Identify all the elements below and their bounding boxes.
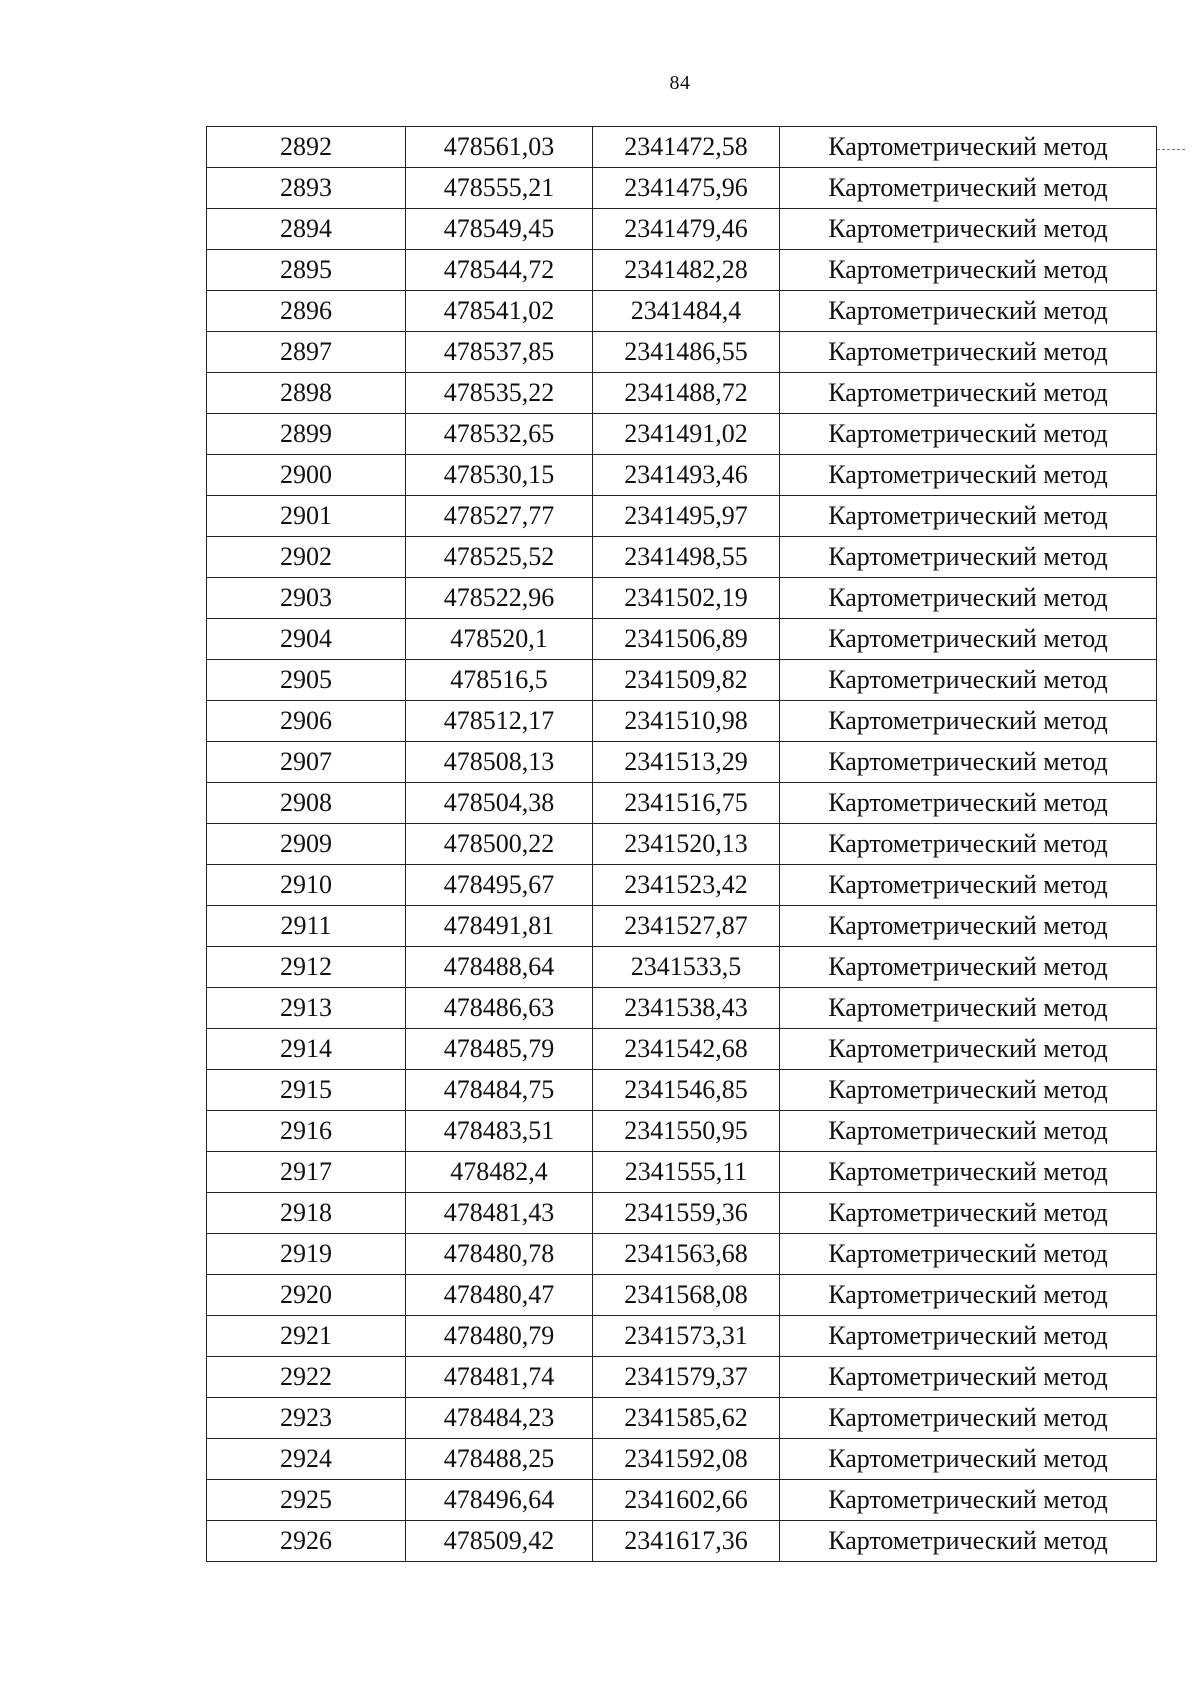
table-row	[207, 250, 1157, 291]
method-cell: Картометрический метод	[780, 291, 1157, 332]
method-cell: Картометрический метод	[780, 250, 1157, 291]
x-coordinate-cell: 478509,42	[406, 1521, 593, 1562]
table-row	[207, 619, 1157, 660]
table-row	[207, 1193, 1157, 1234]
point-number-cell: 2898	[207, 373, 406, 414]
point-number-cell: 2906	[207, 701, 406, 742]
table-row	[207, 1152, 1157, 1193]
table-row	[207, 824, 1157, 865]
point-number-cell: 2914	[207, 1029, 406, 1070]
page-number: 84	[669, 72, 691, 94]
method-cell: Картометрический метод	[780, 1029, 1157, 1070]
method-cell: Картометрический метод	[780, 701, 1157, 742]
point-number-cell: 2893	[207, 168, 406, 209]
method-cell: Картометрический метод	[780, 1316, 1157, 1357]
x-coordinate-cell: 478537,85	[406, 332, 593, 373]
method-cell: Картометрический метод	[780, 1480, 1157, 1521]
y-coordinate-cell: 2341493,46	[593, 455, 780, 496]
method-cell: Картометрический метод	[780, 414, 1157, 455]
y-coordinate-cell: 2341502,19	[593, 578, 780, 619]
point-number-cell: 2919	[207, 1234, 406, 1275]
table-row	[207, 414, 1157, 455]
y-coordinate-cell: 2341475,96	[593, 168, 780, 209]
point-number-cell: 2917	[207, 1152, 406, 1193]
x-coordinate-cell: 478495,67	[406, 865, 593, 906]
x-coordinate-cell: 478488,64	[406, 947, 593, 988]
point-number-cell: 2915	[207, 1070, 406, 1111]
table-row	[207, 1521, 1157, 1562]
point-number-cell: 2911	[207, 906, 406, 947]
table-row	[207, 1070, 1157, 1111]
x-coordinate-cell: 478491,81	[406, 906, 593, 947]
y-coordinate-cell: 2341488,72	[593, 373, 780, 414]
y-coordinate-cell: 2341538,43	[593, 988, 780, 1029]
point-number-cell: 2907	[207, 742, 406, 783]
method-cell: Картометрический метод	[780, 742, 1157, 783]
point-number-cell: 2903	[207, 578, 406, 619]
scan-edge-mark	[1157, 149, 1185, 150]
table-row	[207, 127, 1157, 168]
method-cell: Картометрический метод	[780, 824, 1157, 865]
point-number-cell: 2901	[207, 496, 406, 537]
y-coordinate-cell: 2341495,97	[593, 496, 780, 537]
x-coordinate-cell: 478500,22	[406, 824, 593, 865]
point-number-cell: 2910	[207, 865, 406, 906]
y-coordinate-cell: 2341513,29	[593, 742, 780, 783]
table-row	[207, 578, 1157, 619]
x-coordinate-cell: 478522,96	[406, 578, 593, 619]
y-coordinate-cell: 2341592,08	[593, 1439, 780, 1480]
x-coordinate-cell: 478530,15	[406, 455, 593, 496]
x-coordinate-cell: 478481,43	[406, 1193, 593, 1234]
method-cell: Картометрический метод	[780, 332, 1157, 373]
point-number-cell: 2913	[207, 988, 406, 1029]
x-coordinate-cell: 478555,21	[406, 168, 593, 209]
x-coordinate-cell: 478525,52	[406, 537, 593, 578]
y-coordinate-cell: 2341550,95	[593, 1111, 780, 1152]
method-cell: Картометрический метод	[780, 1275, 1157, 1316]
point-number-cell: 2924	[207, 1439, 406, 1480]
point-number-cell: 2909	[207, 824, 406, 865]
x-coordinate-cell: 478482,4	[406, 1152, 593, 1193]
y-coordinate-cell: 2341527,87	[593, 906, 780, 947]
point-number-cell: 2916	[207, 1111, 406, 1152]
x-coordinate-cell: 478527,77	[406, 496, 593, 537]
x-coordinate-cell: 478512,17	[406, 701, 593, 742]
point-number-cell: 2926	[207, 1521, 406, 1562]
table-row	[207, 906, 1157, 947]
point-number-cell: 2902	[207, 537, 406, 578]
x-coordinate-cell: 478496,64	[406, 1480, 593, 1521]
method-cell: Картометрический метод	[780, 1234, 1157, 1275]
point-number-cell: 2892	[207, 127, 406, 168]
method-cell: Картометрический метод	[780, 127, 1157, 168]
table-row	[207, 660, 1157, 701]
y-coordinate-cell: 2341602,66	[593, 1480, 780, 1521]
x-coordinate-cell: 478549,45	[406, 209, 593, 250]
method-cell: Картометрический метод	[780, 1439, 1157, 1480]
x-coordinate-cell: 478484,75	[406, 1070, 593, 1111]
method-cell: Картометрический метод	[780, 209, 1157, 250]
x-coordinate-cell: 478485,79	[406, 1029, 593, 1070]
x-coordinate-cell: 478541,02	[406, 291, 593, 332]
method-cell: Картометрический метод	[780, 373, 1157, 414]
x-coordinate-cell: 478480,47	[406, 1275, 593, 1316]
y-coordinate-cell: 2341472,58	[593, 127, 780, 168]
table-row	[207, 537, 1157, 578]
method-cell: Картометрический метод	[780, 1111, 1157, 1152]
y-coordinate-cell: 2341559,36	[593, 1193, 780, 1234]
method-cell: Картометрический метод	[780, 537, 1157, 578]
table-row	[207, 496, 1157, 537]
method-cell: Картометрический метод	[780, 1152, 1157, 1193]
x-coordinate-cell: 478516,5	[406, 660, 593, 701]
method-cell: Картометрический метод	[780, 168, 1157, 209]
point-number-cell: 2896	[207, 291, 406, 332]
method-cell: Картометрический метод	[780, 988, 1157, 1029]
y-coordinate-cell: 2341563,68	[593, 1234, 780, 1275]
table-row	[207, 1439, 1157, 1480]
x-coordinate-cell: 478480,79	[406, 1316, 593, 1357]
point-number-cell: 2899	[207, 414, 406, 455]
y-coordinate-cell: 2341484,4	[593, 291, 780, 332]
coordinates-table-body	[207, 127, 1157, 1562]
point-number-cell: 2894	[207, 209, 406, 250]
x-coordinate-cell: 478532,65	[406, 414, 593, 455]
point-number-cell: 2895	[207, 250, 406, 291]
method-cell: Картометрический метод	[780, 619, 1157, 660]
method-cell: Картометрический метод	[780, 1070, 1157, 1111]
point-number-cell: 2897	[207, 332, 406, 373]
point-number-cell: 2912	[207, 947, 406, 988]
x-coordinate-cell: 478481,74	[406, 1357, 593, 1398]
table-row	[207, 1357, 1157, 1398]
table-row	[207, 209, 1157, 250]
table-row	[207, 168, 1157, 209]
y-coordinate-cell: 2341491,02	[593, 414, 780, 455]
y-coordinate-cell: 2341509,82	[593, 660, 780, 701]
table-row	[207, 988, 1157, 1029]
point-number-cell: 2905	[207, 660, 406, 701]
x-coordinate-cell: 478504,38	[406, 783, 593, 824]
method-cell: Картометрический метод	[780, 865, 1157, 906]
x-coordinate-cell: 478484,23	[406, 1398, 593, 1439]
y-coordinate-cell: 2341542,68	[593, 1029, 780, 1070]
x-coordinate-cell: 478488,25	[406, 1439, 593, 1480]
x-coordinate-cell: 478480,78	[406, 1234, 593, 1275]
y-coordinate-cell: 2341546,85	[593, 1070, 780, 1111]
point-number-cell: 2922	[207, 1357, 406, 1398]
table-row	[207, 1480, 1157, 1521]
x-coordinate-cell: 478544,72	[406, 250, 593, 291]
y-coordinate-cell: 2341573,31	[593, 1316, 780, 1357]
point-number-cell: 2904	[207, 619, 406, 660]
x-coordinate-cell: 478561,03	[406, 127, 593, 168]
y-coordinate-cell: 2341506,89	[593, 619, 780, 660]
point-number-cell: 2900	[207, 455, 406, 496]
point-number-cell: 2920	[207, 1275, 406, 1316]
table-row	[207, 332, 1157, 373]
method-cell: Картометрический метод	[780, 1193, 1157, 1234]
table-row	[207, 783, 1157, 824]
method-cell: Картометрический метод	[780, 1357, 1157, 1398]
method-cell: Картометрический метод	[780, 906, 1157, 947]
table-row	[207, 865, 1157, 906]
y-coordinate-cell: 2341555,11	[593, 1152, 780, 1193]
point-number-cell: 2925	[207, 1480, 406, 1521]
y-coordinate-cell: 2341585,62	[593, 1398, 780, 1439]
y-coordinate-cell: 2341486,55	[593, 332, 780, 373]
method-cell: Картометрический метод	[780, 660, 1157, 701]
table-row	[207, 1234, 1157, 1275]
table-row	[207, 373, 1157, 414]
table-row	[207, 947, 1157, 988]
method-cell: Картометрический метод	[780, 1521, 1157, 1562]
y-coordinate-cell: 2341520,13	[593, 824, 780, 865]
point-number-cell: 2923	[207, 1398, 406, 1439]
y-coordinate-cell: 2341579,37	[593, 1357, 780, 1398]
x-coordinate-cell: 478483,51	[406, 1111, 593, 1152]
point-number-cell: 2908	[207, 783, 406, 824]
point-number-cell: 2918	[207, 1193, 406, 1234]
table-row	[207, 1275, 1157, 1316]
table-row	[207, 742, 1157, 783]
y-coordinate-cell: 2341516,75	[593, 783, 780, 824]
method-cell: Картометрический метод	[780, 496, 1157, 537]
table-row	[207, 1398, 1157, 1439]
coordinates-table	[206, 126, 1157, 1562]
x-coordinate-cell: 478508,13	[406, 742, 593, 783]
x-coordinate-cell: 478535,22	[406, 373, 593, 414]
x-coordinate-cell: 478520,1	[406, 619, 593, 660]
y-coordinate-cell: 2341568,08	[593, 1275, 780, 1316]
point-number-cell: 2921	[207, 1316, 406, 1357]
table-row	[207, 1316, 1157, 1357]
y-coordinate-cell: 2341479,46	[593, 209, 780, 250]
method-cell: Картометрический метод	[780, 578, 1157, 619]
table-row	[207, 291, 1157, 332]
y-coordinate-cell: 2341617,36	[593, 1521, 780, 1562]
method-cell: Картометрический метод	[780, 947, 1157, 988]
table-row	[207, 1029, 1157, 1070]
table-row	[207, 455, 1157, 496]
x-coordinate-cell: 478486,63	[406, 988, 593, 1029]
method-cell: Картометрический метод	[780, 455, 1157, 496]
y-coordinate-cell: 2341510,98	[593, 701, 780, 742]
table-row	[207, 701, 1157, 742]
method-cell: Картометрический метод	[780, 1398, 1157, 1439]
y-coordinate-cell: 2341523,42	[593, 865, 780, 906]
y-coordinate-cell: 2341498,55	[593, 537, 780, 578]
y-coordinate-cell: 2341482,28	[593, 250, 780, 291]
method-cell: Картометрический метод	[780, 783, 1157, 824]
y-coordinate-cell: 2341533,5	[593, 947, 780, 988]
table-row	[207, 1111, 1157, 1152]
